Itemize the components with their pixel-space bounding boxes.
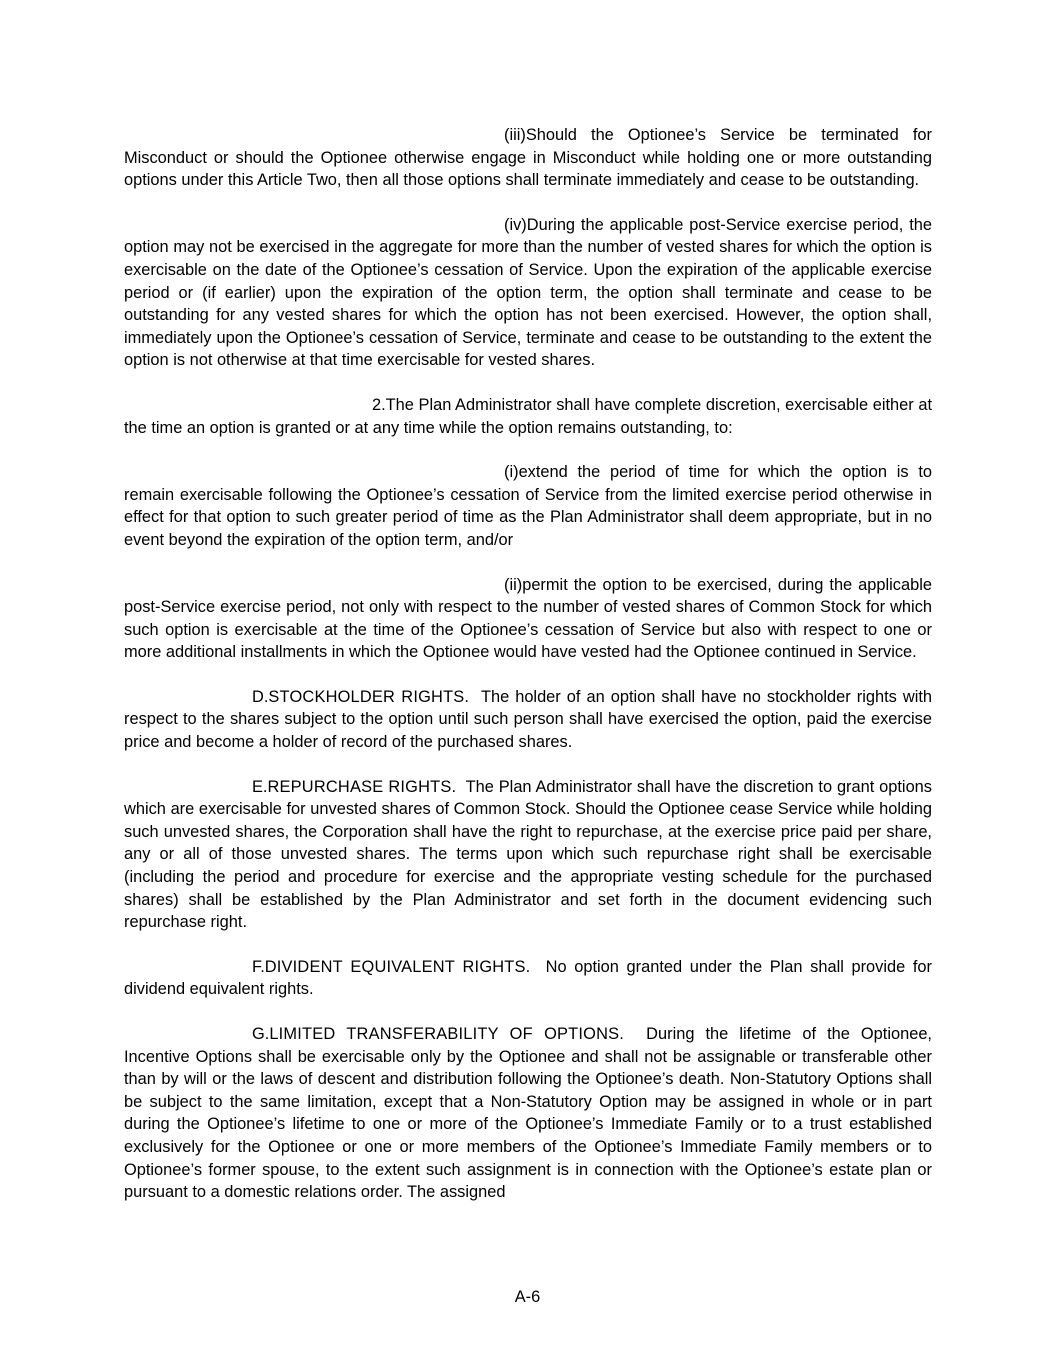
- paragraph-iii: [124, 124, 932, 192]
- paragraph-number: (iv): [504, 215, 527, 234]
- section-d-stockholder-rights: [124, 686, 932, 754]
- paragraph-text: permit the option to be exercised, during the applicable post-Service exercise period, not only with respect to the number of vested shares of Common Stock for which such option is exercisable at the time of the Optionee’s cessation of Service but also with respect to one or more additional installments in which the Optionee would have vested had the Optionee continued in Service.: [124, 575, 932, 662]
- section-heading: DIVIDENT EQUIVALENT RIGHTS.: [264, 957, 531, 976]
- section-letter: F.: [252, 957, 265, 976]
- section-text: The holder of an option shall have no stockholder rights with respect to the shares subject to the option until such person shall have exercised the option, paid the exercise price and become a holder of record of the purchased shares.: [124, 687, 933, 752]
- section-text: During the lifetime of the Optionee, Incentive Options shall be exercisable only by the Optionee and shall not be assignable or transferable other than by will or the laws of descent and distribution following the Optionee’s death. Non-Statutory Options shall be subject to the same limitation, except that a Non-Statutory Option may be assigned in whole or in part during the Optionee’s lifetime to one or more of the Optionee’s Immediate Family or to a trust established exclusively for the Optionee or one or more members of the Optionee’s Immediate Family members or to Optionee’s former spouse, to the extent such assignment is in connection with the Optionee’s estate plan or pursuant to a domestic relations order. The assigned: [124, 1025, 932, 1202]
- section-letter: E.: [252, 777, 268, 796]
- paragraph-number: (ii): [504, 575, 523, 594]
- paragraph-2: [124, 394, 932, 439]
- section-letter: G.: [252, 1025, 270, 1043]
- section-heading: REPURCHASE RIGHTS.: [267, 777, 457, 796]
- paragraph-text: extend the period of time for which the option is to remain exercisable following the Optionee’s cessation of Service from the limited exercise period otherwise in effect for that option to such greater period of time as the Plan Administrator shall deem appropriate, but in no event beyond the expiration of the option term, and/or: [124, 463, 932, 549]
- paragraph-text: During the applicable post-Service exercise period, the option may not be exercised in the aggregate for more than the number of vested shares for which the option is exercisable on the date of the Optionee’s cessation of Service. Upon the expiration of the applicable exercise period or (if earlier) upon the expiration of the option term, the option shall terminate and cease to be outstanding for any vested shares for which the option has not been exercised. However, the option shall, immediately upon the Optionee’s cessation of Service, terminate and cease to be outstanding to the extent the option is not otherwise at that time exercisable for vested shares.: [124, 215, 932, 370]
- section-text: No option granted under the Plan shall provide for dividend equivalent rights.: [124, 957, 932, 999]
- paragraph-number: (i): [504, 463, 519, 482]
- document-page: [124, 124, 932, 1226]
- section-heading: STOCKHOLDER RIGHTS.: [268, 687, 470, 706]
- section-letter: D.: [252, 687, 269, 706]
- paragraph-i: [124, 461, 932, 551]
- section-e-repurchase-rights: [124, 776, 932, 934]
- paragraph-iv: [124, 214, 932, 372]
- section-f-dividend-rights: [124, 956, 932, 1001]
- section-text: The Plan Administrator shall have the discretion to grant options which are exercisable for unvested shares of Common Stock. Should the Optionee cease Service while holding such unvested shares, the Corporation shall have the right to repurchase, at the exercise price paid per share, any or all of those unvested shares. The terms upon which such repurchase right shall be exercisable (including the period and procedure for exercise and the appropriate vesting schedule for the purchased shares) shall be established by the Plan Administrator and set forth in the document evidencing such repurchase right.: [124, 777, 932, 932]
- paragraph-text: The Plan Administrator shall have complete discretion, exercisable either at the time an option is granted or at any time while the option remains outstanding, to:: [124, 395, 932, 437]
- paragraph-number: (iii): [504, 126, 526, 144]
- section-g-transferability: [124, 1023, 932, 1204]
- paragraph-text: Should the Optionee’s Service be terminated for Misconduct or should the Optionee otherwise engage in Misconduct while holding one or more outstanding options under this Article Two, then all those options shall terminate immediately and cease to be outstanding.: [124, 126, 932, 190]
- paragraph-ii: [124, 574, 932, 664]
- section-heading: LIMITED TRANSFERABILITY OF OPTIONS.: [269, 1025, 625, 1043]
- paragraph-number: 2.: [372, 395, 386, 414]
- page-number: A-6: [514, 1288, 541, 1306]
